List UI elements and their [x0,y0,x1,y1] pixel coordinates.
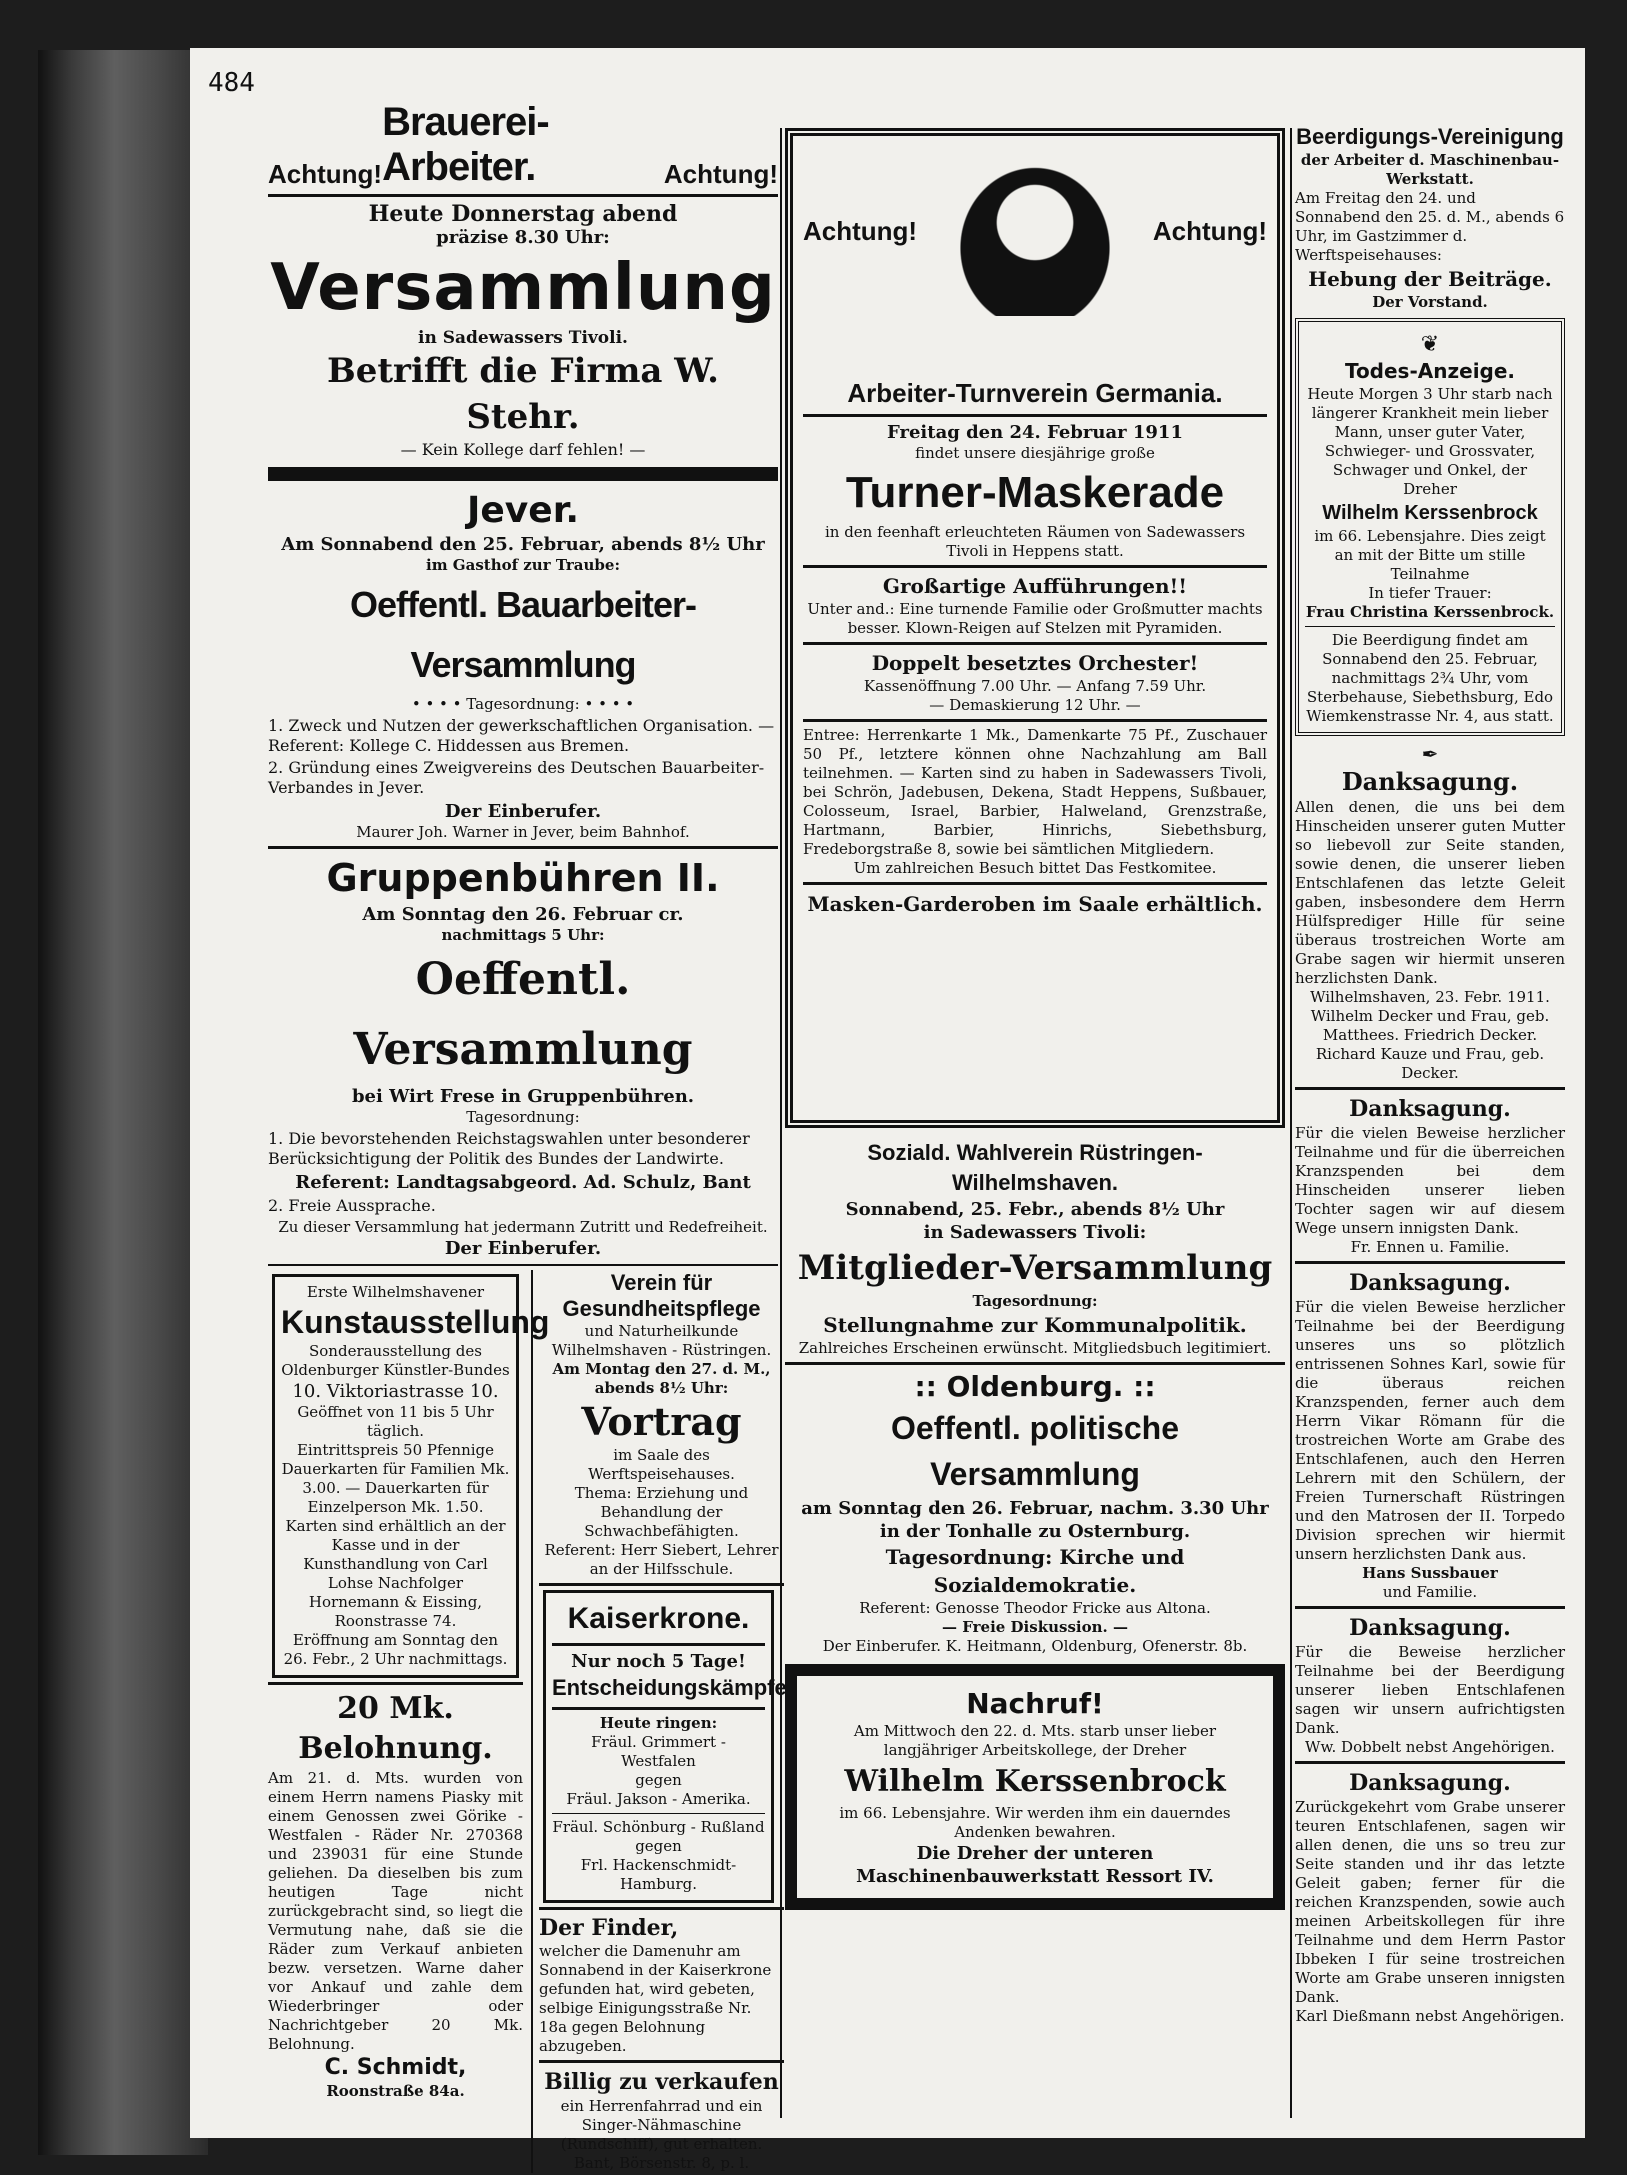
billig-text: ein Herrenfahrrad und ein Singer-Nähmaschine (Rundschiff), gut erhalten. Bant, Börsenstr. 8, p. l. [560,2097,763,2172]
wahlverein-headline: Mitglieder-Versammlung [797,1248,1273,1288]
kunst-opening: Eröffnung am Sonntag den 26. Febr., 2 Uhr nachmittags. [283,1631,508,1668]
shouting-man-illustration [940,146,1130,316]
germania-place: in den feenhaft erleuchteten Räumen von Sadewassers Tivoli in Heppens statt. [824,523,1246,560]
germania-achtung-left: Achtung! [803,215,918,246]
kaiser-gegen2: gegen [635,1837,682,1855]
ad-beerdigung [1295,123,1565,312]
finder-text: welcher die Damenuhr am Sonnabend in der Kaiserkrone gefunden hat, wird gebeten, selbige Einigungsstraße Nr. 18a gegen Belohnung abzugeben. [539,1942,772,2055]
gesund-date: Am Montag den 27. d. M., abends 8½ Uhr: [552,1360,771,1397]
beerd-sub: der Arbeiter d. Maschinenbau-Werkstatt. [1300,151,1560,188]
page-number: 484 [208,68,255,98]
oldenburg-referent: Referent: Genosse Theodor Fricke aus Altona. [859,1599,1211,1617]
germania-auff: Großartige Aufführungen!! [882,574,1188,598]
kaiser-headline: Entscheidungskämpfe. [552,1675,793,1700]
kaiser-title: Kaiserkrone. [567,1602,750,1635]
ad-todesanzeige [1295,318,1565,736]
column-4 [1295,123,1565,2118]
billig-title: Billig zu verkaufen [544,2069,779,2095]
ad-danksagung-1 [1295,766,1565,1083]
gruppen-date: Am Sonntag den 26. Februar cr. [362,904,684,925]
wahlverein-place: in Sadewassers Tivoli: [923,1222,1147,1243]
brauerei-title: Brauerei-Arbeiter. [382,100,549,189]
oldenburg-date: am Sonntag den 26. Februar, nachm. 3.30 Uhr [801,1498,1269,1519]
jever-sign: Der Einberufer. [444,801,602,822]
kaiser-pair1a: Fräul. Grimmert - Westfalen [591,1733,726,1770]
nachruf-text1: Am Mittwoch den 22. d. Mts. starb unser lieber langjähriger Arbeitskollege, der Dreher [853,1722,1217,1759]
dank5-text: Zurückgekehrt vom Grabe unserer teuren Entschlafenen, sagen wir allen denen, die uns so treu zur Seite standen und ihr das letzte Geleit gaben; ferner für die reichen Kranzspenden, sowie auch meinen Arbeitskollegen für ihre Teilnahme und dem Herrn Pastor Ibbeken I für seine trostreichen Worte am Grabe unseren innigsten Dank. [1295,1798,1565,2006]
kaiser-pair2a: Fräul. Schönburg - Rußland [552,1818,765,1836]
gruppen-item-2: 2. Freie Aussprache. [268,1196,436,1215]
jever-item-1: 1. Zweck und Nutzen der gewerkschaftlichen Organisation. — Referent: Kollege C. Hiddessen aus Bremen. [268,716,775,755]
dank1-sign: Wilhelm Decker und Frau, geb. Matthees. Friedrich Decker. Richard Kauze und Frau, geb. Decker. [1310,1007,1550,1082]
germania-achtung-right: Achtung! [1152,215,1267,246]
nachruf-title: Nachruf! [966,1687,1104,1720]
dank5-sign: Karl Dießmann nebst Angehörigen. [1295,2007,1565,2025]
kunst-open: Geöffnet von 11 bis 5 Uhr täglich. [297,1403,494,1440]
wahlverein-date: Sonnabend, 25. Febr., abends 8½ Uhr [845,1199,1225,1220]
achtung-right: Achtung! [663,159,778,189]
todes-widow: Frau Christina Kerssenbrock. [1305,603,1555,621]
gesund-title: Verein für Gesundheitspflege [562,1270,761,1321]
jever-date: Am Sonnabend den 25. Februar, abends 8½ Uhr [281,534,765,555]
ad-kunstausstellung [272,1274,550,1678]
kaiser-gegen1: gegen [635,1771,682,1789]
oldenburg-agenda: Tagesordnung: Kirche und Sozialdemokratie. [885,1545,1185,1597]
ad-gruppenbuehren [268,853,778,1260]
belohnung-sign: C. Schmidt, [324,2055,467,2080]
oldenburg-title: :: Oldenburg. :: [914,1370,1156,1403]
kunst-karten: Karten sind erhältlich an der Kasse und in der Kunsthandlung von Carl Lohse Nachfolger Hornemann & Eissing, Roonstrasse 74. [285,1517,506,1630]
oldenburg-disk: — Freie Diskussion. — [942,1618,1128,1636]
germania-times: Kassenöffnung 7.00 Uhr. — Anfang 7.59 Uhr. [863,677,1207,695]
column-3 [785,128,1285,2118]
ad-jever [268,489,778,842]
todes-text2: im 66. Lebensjahre. Dies zeigt an mit der Bitte um stille Teilnahme [1314,527,1546,583]
kaiser-pair1b: Fräul. Jakson - Amerika. [566,1790,751,1808]
kunst-price: Eintrittspreis 50 Pfennige Dauerkarten für Familien Mk. 3.00. — Dauerkarten für Einzelperson Mk. 1.50. [281,1441,510,1516]
dank4-text: Für die Beweise herzlicher Teilnahme bei der Beerdigung unserer lieben Entschlafenen sagen wir unsern aufrichtigsten Dank. [1295,1643,1565,1737]
ad-gesundheitspflege [539,1270,784,1579]
kunst-title: Kunstausstellung [281,1304,550,1340]
brauerei-subject: Betrifft die Firma W. Stehr. [326,351,720,437]
ad-nachruf [785,1664,1285,1910]
jever-item-2: 2. Gründung eines Zweigvereins des Deutschen Bauarbeiter-Verbandes in Jever. [268,758,765,797]
dank3-title: Danksagung. [1349,1270,1511,1296]
wahlverein-agenda-title: Tagesordnung: [972,1292,1098,1310]
brauerei-headline: Versammlung [270,251,776,325]
belohnung-address: Roonstraße 84a. [326,2082,465,2100]
germania-entree: Entree: Herrenkarte 1 Mk., Damenkarte 75 Pf., Zuschauer 50 Pf., letztere können ohne Nachzahlung am Ball teilnehmen. — Karten sind zu haben in Sadewassers Tivoli, bei Schrön, Jadebusen, Dekena, Stadt Heppens, Sußbauer, Colosseum, Israel, Barbier, Halweland, Grenzstraße, Hartmann, Barbier, Hinrichs, Siebethsburg, Fredeborgstraße 8, sowie bei sämtlichen Mitgliedern. [803,726,1267,858]
brauerei-line1: Heute Donnerstag abend [368,201,678,227]
achtung-left: Achtung! [268,159,383,189]
nachruf-text2: im 66. Lebensjahre. Wir werden ihm ein dauerndes Andenken bewahren. [839,1804,1231,1841]
oldenburg-sign: Der Einberufer. K. Heitmann, Oldenburg, Ofenerstr. 8b. [822,1637,1248,1655]
nachruf-name: Wilhelm Kerssenbrock [844,1764,1226,1799]
wahlverein-agenda: Stellungnahme zur Kommunalpolitik. [823,1313,1247,1337]
dank2-title: Danksagung. [1349,1096,1511,1122]
germania-date: Freitag den 24. Februar 1911 [887,422,1183,443]
kaiser-pair2b: Frl. Hackenschmidt-Hamburg. [580,1856,737,1893]
dank4-title: Danksagung. [1349,1615,1511,1641]
germania-title: Arbeiter-Turnverein Germania. [847,378,1223,408]
kunst-line2: Sonderausstellung des Oldenburger Künstler-Bundes [281,1342,510,1379]
ad-wahlverein [785,1138,1285,1358]
newspaper-page [190,48,1585,2172]
ad-brauerei [268,100,778,459]
ad-danksagung-3 [1295,1268,1565,1602]
kaiser-line1: Nur noch 5 Tage! [571,1651,746,1672]
gruppen-title: Gruppenbühren II. [326,856,720,900]
germania-headline: Turner-Maskerade [845,468,1225,517]
brauerei-line2: präzise 8.30 Uhr: [436,227,610,248]
ad-oldenburg [785,1369,1285,1656]
column-divider-2 [1290,128,1292,2118]
gruppen-agenda-title: Tagesordnung: [466,1108,580,1126]
brauerei-note: — Kein Kollege darf fehlen! — [400,440,646,459]
germania-garderobe: Masken-Garderoben im Saale erhältlich. [807,892,1263,916]
ad-finder [539,1914,784,2056]
kunst-line1: Erste Wilhelmshavener [306,1283,485,1301]
finder-title: Der Finder, [539,1915,679,1941]
germania-auff-text: Unter and.: Eine turnende Familie oder Großmutter machts besser. Klown-Reigen auf Stelzen mit Pyramiden. [807,600,1263,637]
wahlverein-note: Zahlreiches Erscheinen erwünscht. Mitgliedsbuch legitimiert. [798,1339,1272,1357]
dank2-sign: Fr. Ennen u. Familie. [1350,1238,1510,1256]
jever-agenda-title: • • • • Tagesordnung: • • • • [411,695,635,713]
gruppen-headline: Oeffentl. Versammlung [353,954,693,1075]
dank5-title: Danksagung. [1349,1770,1511,1796]
gesund-place: im Saale des Werftspeisehauses. [588,1446,735,1483]
gruppen-item-1: 1. Die bevorstehenden Reichstagswahlen unter besonderer Berücksichtigung der Politik des Bundes der Landwirte. [268,1129,750,1168]
column-divider-1 [780,128,782,2118]
jever-place: im Gasthof zur Traube: [426,556,620,574]
belohnung-title: 20 Mk. Belohnung. [298,1691,493,1766]
kunst-address: 10. Viktoriastrasse 10. [292,1381,499,1402]
oldenburg-headline: Oeffentl. politische Versammlung [890,1410,1180,1492]
wahlverein-title: Soziald. Wahlverein Rüstringen-Wilhelmshaven. [867,1140,1203,1195]
beerd-title: Beerdigungs-Vereinigung [1296,124,1564,149]
ad-billig [539,2067,784,2173]
ad-belohnung [268,1689,523,2101]
gruppen-referent: Referent: Landtagsabgeord. Ad. Schulz, Bant [295,1172,751,1193]
ad-kaiserkrone [543,1590,793,1903]
todes-text: Heute Morgen 3 Uhr starb nach längerer Krankheit mein lieber Mann, unser guter Vater, Schwieger- und Grossvater, Schwager und Onkel, der Dreher [1307,385,1553,498]
palm-branch-icon: ✒ [1421,742,1439,766]
kaiser-heute: Heute ringen: [599,1714,718,1732]
todes-name: Wilhelm Kerssenbrock [1322,502,1538,524]
column-1 [268,100,793,2172]
ad-germania [785,128,1285,1128]
ad-danksagung-5 [1295,1768,1565,2026]
ad-danksagung-4 [1295,1613,1565,1757]
todes-title: Todes-Anzeige. [1344,359,1516,383]
dank1-text: Allen denen, die uns bei dem Hinscheiden unserer guten Mutter so liebevoll zur Seite standen, sowie denen, die unserer lieben Entschlafenen das letzte Geleit gaben, insbesondere dem Herrn Hülfsprediger Hille für seine überaus trostreichen Worte am Grabe sagen wir hiermit unseren herzlichsten Dank. [1295,798,1565,987]
oldenburg-place: in der Tonhalle zu Osternburg. [879,1521,1191,1542]
gruppen-place: bei Wirt Frese in Gruppenbühren. [351,1086,695,1107]
column-2 [531,1270,793,2173]
jever-headline: Oeffentl. Bauarbeiter-Versammlung [349,584,697,685]
jever-title: Jever. [467,490,579,531]
gesund-thema: Thema: Erziehung und Behandlung der Schwachbefähigten. [574,1484,749,1540]
brauerei-place: in Sadewassers Tivoli. [418,328,628,348]
wreath-icon: ❦ [1420,332,1440,357]
gesund-sub: und Naturheilkunde Wilhelmshaven - Rüstringen. [551,1322,772,1359]
beerd-headline: Hebung der Beiträge. [1308,267,1552,291]
gesund-headline: Vortrag [581,1399,742,1444]
dank2-text: Für die vielen Beweise herzlicher Teilnahme und für die überreichen Kranzspenden bei dem Hinscheiden unserer lieben Tochter sagen wir auf diesem Wege unsern innigsten Dank. [1295,1124,1565,1237]
gruppen-sign: Der Einberufer. [444,1238,602,1259]
gruppen-time: nachmittags 5 Uhr: [441,926,605,944]
germania-besuch: Um zahlreichen Besuch bittet Das Festkomitee. [853,859,1217,877]
jever-sign-detail: Maurer Joh. Warner in Jever, beim Bahnhof. [356,823,690,841]
gruppen-note: Zu dieser Versammlung hat jedermann Zutritt und Redefreiheit. [278,1218,768,1236]
dank4-sign: Ww. Dobbelt nebst Angehörigen. [1305,1738,1555,1756]
dank1-place: Wilhelmshaven, 23. Febr. 1911. [1310,988,1550,1006]
dank1-title: Danksagung. [1341,767,1519,796]
dank3-text: Für die vielen Beweise herzlicher Teilnahme bei der Beerdigung unseres uns so plötzlich entrissenen Sohnes Karl, sowie für die überaus reichen Kranzspenden, ferner auch dem Herrn Vikar Römann für die trostreichen Worte am Grabe des Entschlafenen, auch den Herren Lehrern mit den Schülern, der Freien Turnerschaft Rüstringen und den Matrosen der II. Torpedo Division sprechen wir hiermit unsern herzlichsten Dank aus. [1295,1298,1565,1563]
nachruf-sign: Die Dreher der unteren Maschinenbauwerkstatt Ressort IV. [856,1843,1214,1887]
ad-danksagung-2 [1295,1094,1565,1257]
belohnung-text: Am 21. d. Mts. wurden von einem Herrn namens Piasky mit einem Genossen zwei Görike - Westfalen - Räder Nr. 270368 und 239031 für eine Stunde geliehen. Da dieselben bis zum heutigen Tage nicht zurückgebracht sind, so liegt die Vermutung nahe, daß sie die Räder zum Verkauf anbieten bezw. versetzen. Warne daher vor Ankauf und zahle dem Wiederbringer oder Nachrichtgeber 20 Mk. Belohnung. [268,1769,523,2053]
dank3-sign2: und Familie. [1382,1583,1478,1601]
book-spine [38,50,208,2155]
germania-demask: — Demaskierung 12 Uhr. — [929,696,1141,714]
gesund-referent: Referent: Herr Siebert, Lehrer an der Hilfsschule. [544,1541,779,1578]
germania-orchester: Doppelt besetztes Orchester! [871,651,1199,675]
todes-text3: Die Beerdigung findet am Sonnabend den 25. Februar, nachmittags 2¾ Uhr, vom Sterbehause, Siebethsburg, Edo Wiemkenstrasse Nr. 4, aus statt. [1306,631,1554,725]
dank3-sign: Hans Sussbauer [1362,1564,1498,1582]
beerd-text: Am Freitag den 24. und Sonnabend den 25. d. M., abends 6 Uhr, im Gastzimmer d. Werftspeisehauses: [1295,189,1565,264]
todes-trauer: In tiefer Trauer: [1368,584,1492,602]
germania-sub: findet unsere diesjährige große [915,444,1155,462]
beerd-sign: Der Vorstand. [1372,293,1488,311]
